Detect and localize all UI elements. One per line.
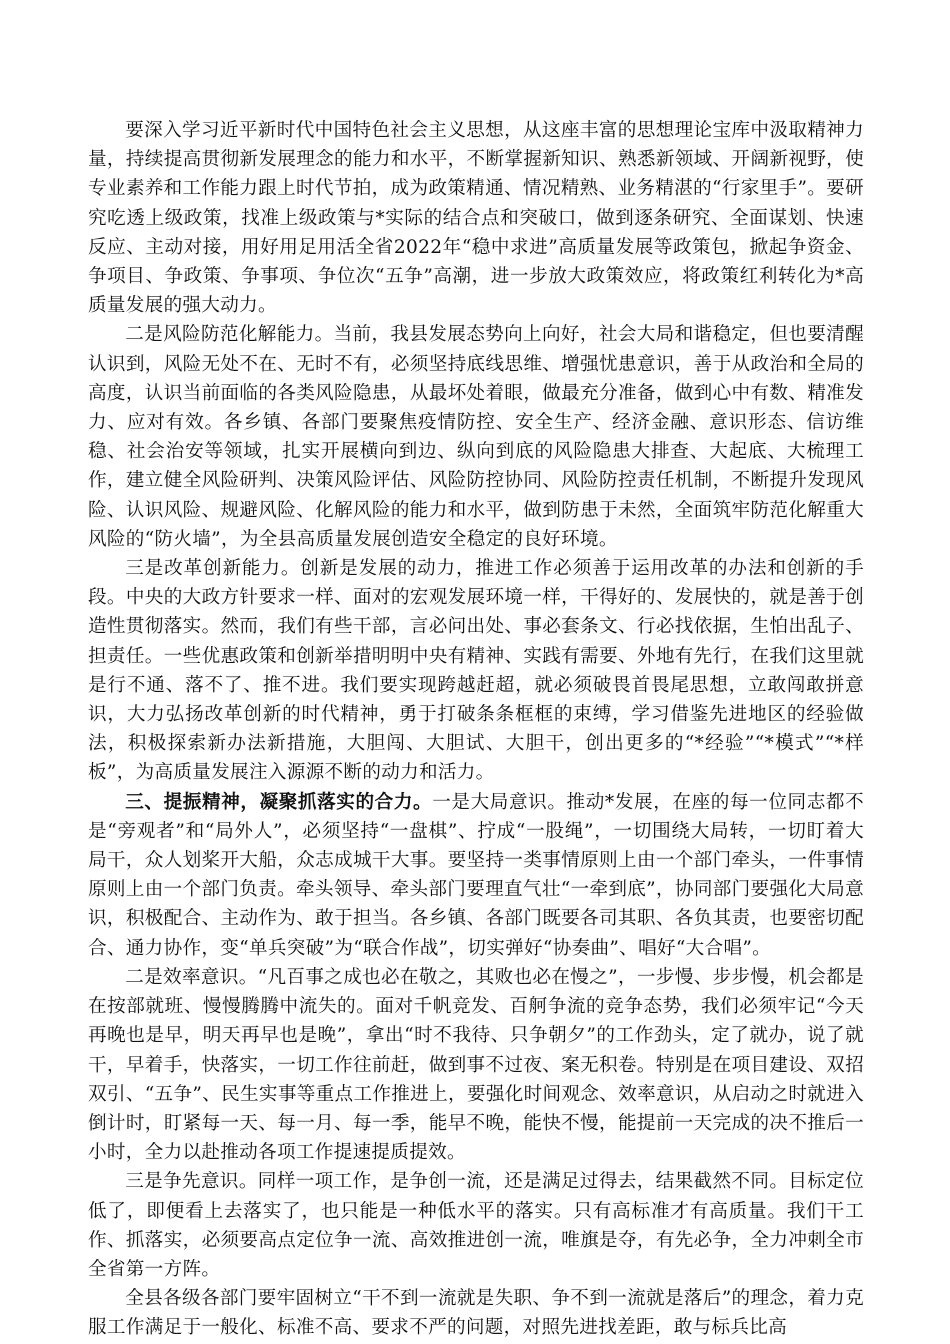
paragraph-study-policy	[88, 116, 864, 320]
paragraph-first-class	[88, 1284, 864, 1342]
paragraph-striving-first	[88, 1167, 864, 1284]
paragraph-text: 一是大局意识。推动*发展，在座的每一位同志都不是“旁观者”和“局外人”，必须坚持“一盘棋”、拧成“一股绳”，一切围绕大局转，一切盯着大局干，众人划桨开大船，众志成城干大事。要坚持一类事情原则上由一个部门牵头，一件事情原则上由一个部门负责。牵头领导、牵头部门要理直气壮“一牵到底”，协同部门要强化大局意识，积极配合、主动作为、敢于担当。各乡镇、各部门既要各司其职、各负其责，也要密切配合、通力协作，变“单兵突破”为“联合作战”，切实弹好“协奏曲”、唱好“大合唱”。	[88, 791, 864, 959]
paragraph-text: 要深入学习近平新时代中国特色社会主义思想，从这座丰富的思想理论宝库中汲取精神力量，持续提高贯彻新发展理念的能力和水平，不断掌握新知识、熟悉新领域、开阔新视野，使专业素养和工作能力跟上时代节拍，成为政策精通、情况精熟、业务精湛的“行家里手”。要研究吃透上级政策，找准上级政策与*实际的结合点和突破口，做到逐条研究、全面谋划、快速反应、主动对接，用好用足用活全省2022年“稳中求进”高质量发展等政策包，掀起争资金、争项目、争政策、争事项、争位次“五争”高潮，进一步放大政策效应，将政策红利转化为*高质量发展的强大动力。	[88, 120, 864, 317]
paragraph-text: 三是争先意识。同样一项工作，是争创一流，还是满足过得去，结果截然不同。目标定位低了，即便看上去落实了，也只能是一种低水平的落实。只有高标准才有高质量。我们干工作、抓落实，必须要高点定位争一流、高效推进创一流，唯旗是夺，有先必争，全力冲刺全市全省第一方阵。	[88, 1171, 864, 1280]
document-page	[88, 116, 864, 1343]
paragraph-text: 二是风险防范化解能力。当前，我县发展态势向上向好，社会大局和谐稳定，但也要清醒认识到，风险无处不在、无时不有，必须坚持底线思维、增强忧患意识，善于从政治和全局的高度，认识当前面临的各类风险隐患，从最坏处着眼，做最充分准备，做到心中有数、精准发力、应对有效。各乡镇、各部门要聚焦疫情防控、安全生产、经济金融、意识形态、信访维稳、社会治安等领域，扎实开展横向到边、纵向到底的风险隐患大排查、大起底、大梳理工作，建立健全风险研判、决策风险评估、风险防控协同、风险防控责任机制，不断提升发现风险、认识风险、规避风险、化解风险的能力和水平，做到防患于未然，全面筑牢防范化解重大风险的“防火墙”，为全县高质量发展创造安全稳定的良好环境。	[88, 324, 864, 550]
paragraph-section-three	[88, 788, 864, 963]
paragraph-reform-innovation	[88, 554, 864, 788]
paragraph-efficiency	[88, 963, 864, 1167]
paragraph-risk-prevention	[88, 320, 864, 554]
paragraph-text: 全县各级各部门要牢固树立“干不到一流就是失职、争不到一流就是落后”的理念，着力克服工作满足于一般化、标准不高、要求不严的问题，对照先进找差距，敢与标兵比高	[88, 1288, 864, 1339]
paragraph-text: 三是改革创新能力。创新是发展的动力，推进工作必须善于运用改革的办法和创新的手段。中央的大政方针要求一样、面对的宏观发展环境一样，干得好的、发展快的，就是善于创造性贯彻落实。然而，我们有些干部，言必问出处、事必套条文、行必找依据，生怕出乱子、担责任。一些优惠政策和创新举措明明中央有精神、实践有需要、外地有先行，在我们这里就是行不通、落不了、推不进。我们要实现跨越赶超，就必须破畏首畏尾思想，立敢闯敢拼意识，大力弘扬改革创新的时代精神，勇于打破条条框框的束缚，学习借鉴先进地区的经验做法，积极探索新办法新措施，大胆闯、大胆试、大胆干，创出更多的“*经验”“*模式”“*样板”，为高质量发展注入源源不断的动力和活力。	[88, 558, 864, 784]
section-heading: 三、提振精神，凝聚抓落实的合力。	[125, 791, 433, 813]
paragraph-text: 二是效率意识。“凡百事之成也必在敬之，其败也必在慢之”，一步慢、步步慢，机会都是在按部就班、慢慢腾腾中流失的。面对千帆竞发、百舸争流的竞争态势，我们必须牢记“今天再晚也是早，明天再早也是晚”，拿出“时不我待、只争朝夕”的工作劲头，定了就办，说了就干，早着手，快落实，一切工作往前赶，做到事不过夜、案无积卷。特别是在项目建设、双招双引、“五争”、民生实事等重点工作推进上，要强化时间观念、效率意识，从启动之时就进入倒计时，盯紧每一天、每一月、每一季，能早不晚，能快不慢，能提前一天完成的决不推后一小时，全力以赴推动各项工作提速提质提效。	[88, 966, 864, 1164]
